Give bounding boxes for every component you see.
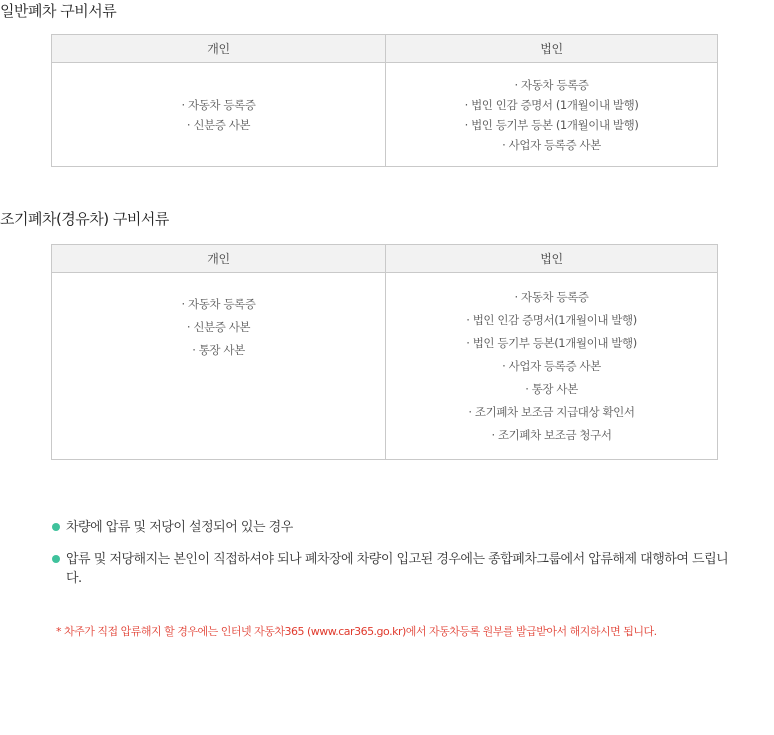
note-item — [52, 518, 732, 537]
individual-docs-cell — [52, 63, 386, 167]
bullet-dot-icon — [52, 555, 60, 563]
doc-item: · 자동차 등록증 — [52, 95, 385, 115]
corporate-docs-cell — [386, 63, 718, 167]
notes-list — [52, 518, 732, 588]
bullet-dot-icon — [52, 523, 60, 531]
header-individual: 개인 — [52, 35, 386, 63]
section1-table — [51, 34, 718, 167]
corporate-docs-cell — [386, 273, 718, 460]
note-item — [52, 550, 732, 588]
doc-item: · 통장 사본 — [52, 339, 385, 362]
warning-text: * 차주가 직접 압류해지 할 경우에는 인터넷 자동차365 (www.car365.go.kr)에서 자동차등록 원부를 발급받아서 해지하시면 됩니다. — [56, 625, 657, 638]
doc-item: · 사업자 등록증 사본 — [386, 135, 717, 155]
doc-item: · 자동차 등록증 — [386, 286, 717, 309]
doc-item: · 조기폐차 보조금 지급대상 확인서 — [386, 401, 717, 424]
doc-item: · 법인 인감 증명서(1개월이내 발행) — [386, 309, 717, 332]
doc-item: · 신분증 사본 — [52, 316, 385, 339]
header-corporate: 법인 — [386, 35, 718, 63]
doc-item: · 자동차 등록증 — [52, 293, 385, 316]
doc-item: · 신분증 사본 — [52, 115, 385, 135]
header-corporate: 법인 — [386, 245, 718, 273]
section1-title: 일반폐차 구비서류 — [0, 2, 117, 20]
section2-title: 조기폐차(경유차) 구비서류 — [0, 210, 169, 228]
corporate-docs-list — [386, 286, 717, 447]
note-text: 차량에 압류 및 저당이 설정되어 있는 경우 — [66, 520, 293, 535]
individual-docs-list — [52, 293, 385, 362]
corporate-docs-list — [386, 75, 717, 155]
doc-item: · 법인 등기부 등본(1개월이내 발행) — [386, 332, 717, 355]
doc-item: · 사업자 등록증 사본 — [386, 355, 717, 378]
doc-item: · 자동차 등록증 — [386, 75, 717, 95]
header-individual: 개인 — [52, 245, 386, 273]
individual-docs-cell — [52, 273, 386, 460]
doc-item: · 법인 인감 증명서 (1개월이내 발행) — [386, 95, 717, 115]
doc-item: · 조기폐차 보조금 청구서 — [386, 424, 717, 447]
individual-docs-list — [52, 95, 385, 135]
note-text: 압류 및 저당해지는 본인이 직접하셔야 되나 폐차장에 차량이 입고된 경우에는 종합폐차그룹에서 압류해제 대행하여 드립니다. — [66, 552, 729, 586]
doc-item: · 법인 등기부 등본 (1개월이내 발행) — [386, 115, 717, 135]
section2-table — [51, 244, 718, 460]
doc-item: · 통장 사본 — [386, 378, 717, 401]
